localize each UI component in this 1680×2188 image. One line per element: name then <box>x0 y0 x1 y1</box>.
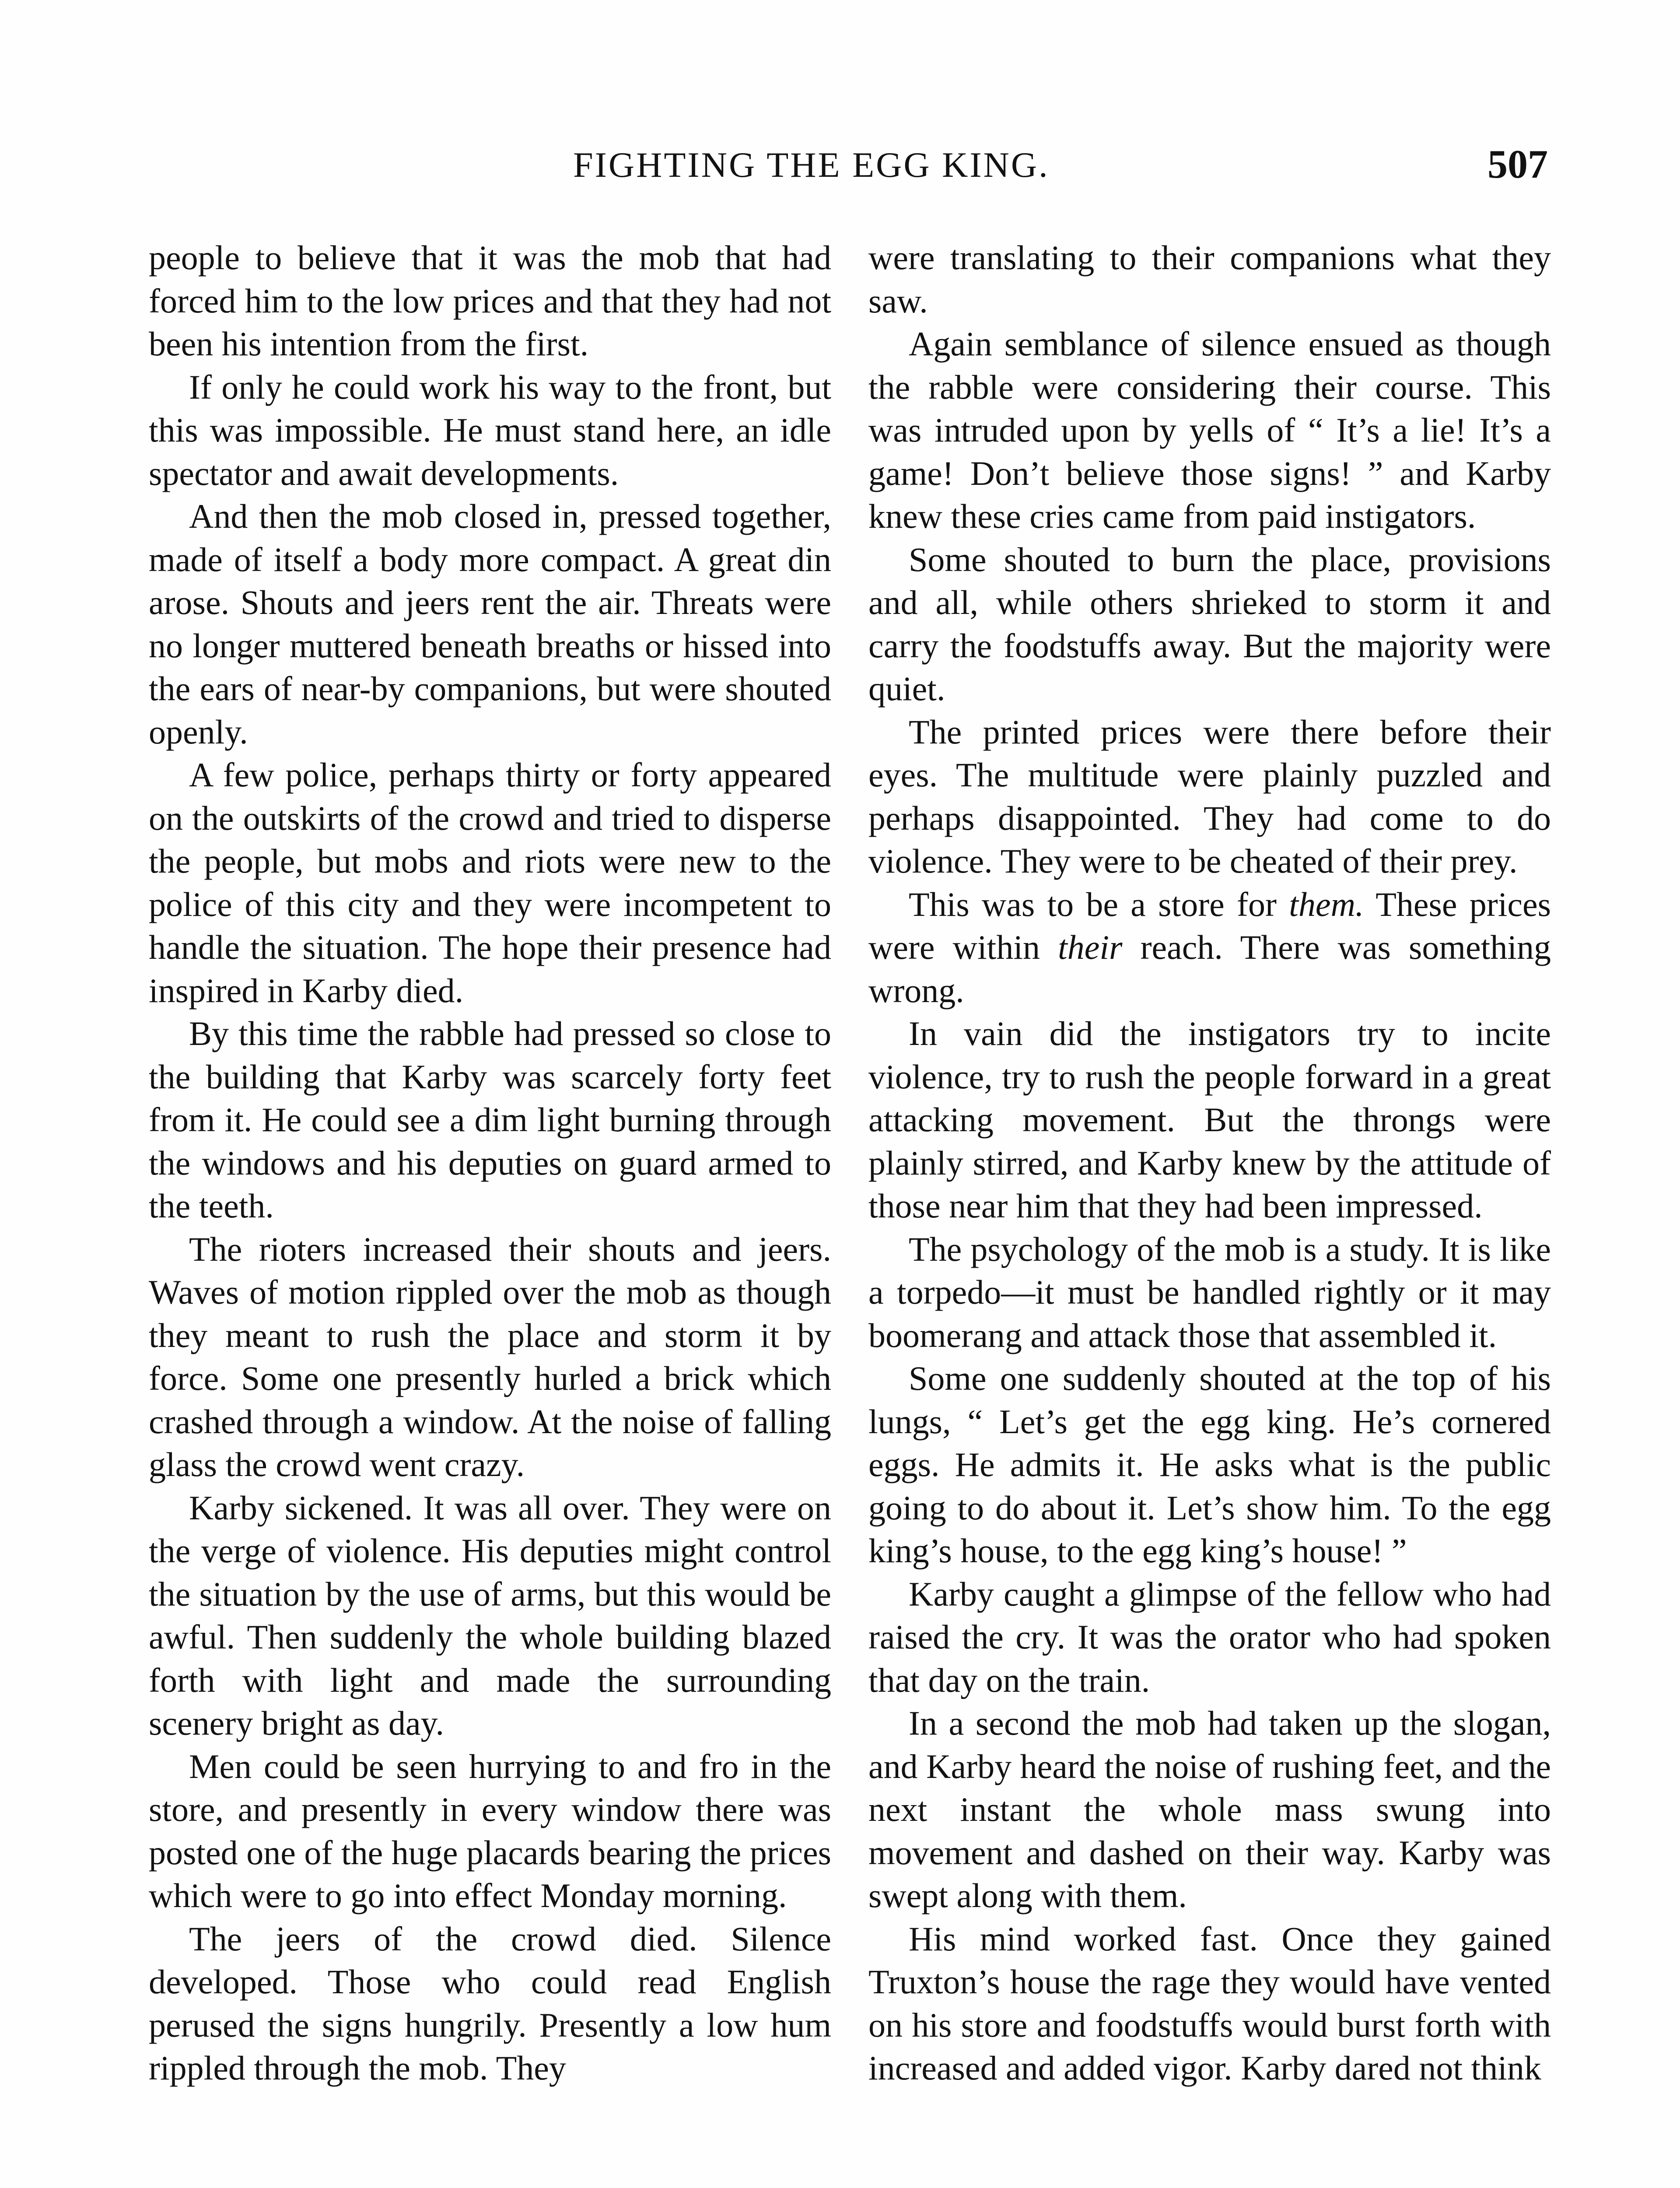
emphasis-their: their <box>1058 928 1123 966</box>
paragraph: were translating to their companions what they saw. <box>868 238 1551 320</box>
paragraph: In vain did the instigators try to incite violence, try to rush the people forward in a great attacking movement. But the throngs were plainly stirred, and Karby knew by the attitude of those near him that they had been impressed. <box>868 1014 1551 1225</box>
paragraph: The jeers of the crowd died. Silence developed. Those who could read English perused the signs hungrily. Presently a low hum rippled through the mob. They <box>149 1919 831 2087</box>
paragraph-with-emphasis <box>868 883 1551 1013</box>
left-text-column <box>149 236 831 2090</box>
text-run: These prices were within <box>868 885 1551 966</box>
text-run: This was to be a store for <box>909 885 1289 923</box>
emphasis-them: them. <box>1289 885 1364 923</box>
paragraph: In a second the mob had taken up the slogan, and Karby heard the noise of rushing feet, and the next instant the whole mass swung into movement and dashed on their way. Karby was swept along with them. <box>868 1704 1551 1914</box>
paragraph: Some one suddenly shouted at the top of his lungs, “ Let’s get the egg king. He’s cornered eggs. He admits it. He asks what is the public going to do about it. Let’s show him. To the egg king’s house, to the egg king’s house! ” <box>868 1359 1551 1570</box>
paragraph: The psychology of the mob is a study. It is like a torpedo—it must be handled rightly or it may boomerang and attack those that assembled it. <box>868 1230 1551 1354</box>
paragraph: A few police, perhaps thirty or forty appeared on the outskirts of the crowd and tried to disperse the people, but mobs and riots were new to the police of this city and they were incompetent to handle the situation. The hope their presence had inspired in Karby died. <box>149 756 831 1010</box>
paragraph: Again semblance of silence ensued as though the rabble were considering their course. This was intruded upon by yells of “ It’s a lie! It’s a game! Don’t believe those signs! ” and Karby knew these cries came from paid instigators. <box>868 325 1551 535</box>
page-number: 507 <box>1488 142 1548 186</box>
paragraph: The printed prices were there before their eyes. The multitude were plainly puzzled and perhaps disappointed. They had come to do violence. They were to be cheated of their prey. <box>868 712 1551 880</box>
right-text-column <box>868 236 1551 2090</box>
paragraph: Some shouted to burn the place, provisions and all, while others shrieked to storm it and carry the foodstuffs away. But the majority were quiet. <box>868 540 1551 708</box>
paragraph: And then the mob closed in, pressed together, made of itself a body more compact. A great din arose. Shouts and jeers rent the air. Threats were no longer muttered beneath breaths or hissed into the ears of near-by companions, but were shouted openly. <box>149 497 831 751</box>
paragraph: Karby sickened. It was all over. They were on the verge of violence. His deputies might control the situation by the use of arms, but this would be awful. Then suddenly the whole building blazed forth with light and made the surrounding scenery bright as day. <box>149 1488 831 1742</box>
running-title: FIGHTING THE EGG KING. <box>573 145 1050 185</box>
paragraph: Karby caught a glimpse of the fellow who had raised the cry. It was the orator who had spoken that day on the train. <box>868 1574 1551 1699</box>
paragraph: By this time the rabble had pressed so close to the building that Karby was scarcely forty feet from it. He could see a dim light burning through the windows and his deputies on guard armed to the teeth. <box>149 1014 831 1225</box>
paragraph: people to believe that it was the mob that had forced him to the low prices and that they had not been his intention from the first. <box>149 238 831 363</box>
paragraph: The rioters increased their shouts and jeers. Waves of motion rippled over the mob as though they meant to rush the place and storm it by force. Some one presently hurled a brick which crashed through a window. At the noise of falling glass the crowd went crazy. <box>149 1230 831 1483</box>
text-run: reach. There was something wrong. <box>868 928 1551 1010</box>
paragraph: His mind worked fast. Once they gained Truxton’s house the rage they would have vented on his store and foodstuffs would burst forth with increased and added vigor. Karby dared not think <box>868 1919 1551 2087</box>
paragraph: Men could be seen hurrying to and fro in the store, and presently in every window there was posted one of the huge placards bearing the prices which were to go into effect Monday morning. <box>149 1747 831 1914</box>
paragraph: If only he could work his way to the front, but this was impossible. He must stand here, an idle spectator and await developments. <box>149 368 831 492</box>
